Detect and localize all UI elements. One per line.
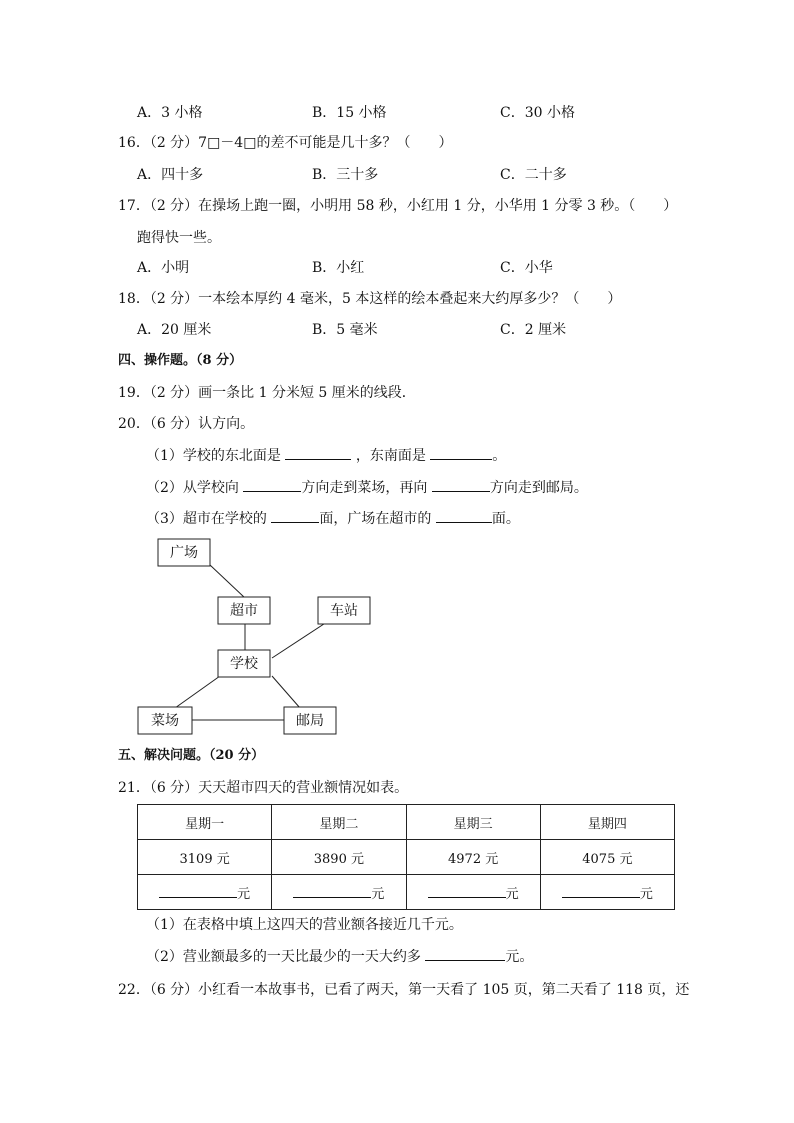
q20-p1-text-c: 。 <box>492 448 507 464</box>
q21-stem: 21．（6 分）天天超市四天的营业额情况如表。 <box>118 780 409 796</box>
answer-cell <box>138 875 272 910</box>
value-cell: 4972 元 <box>406 840 540 875</box>
q17-option-b: B．小红 <box>312 260 365 276</box>
q20-p1-text-b: ，东南面是 <box>355 448 426 464</box>
label-youju: 邮局 <box>296 713 324 729</box>
table-row <box>138 805 675 840</box>
q20-p2-text-c: 方向走到邮局。 <box>489 480 588 496</box>
q17-stem-continued: 跑得快一些。 <box>137 230 221 246</box>
q16-stem: 16．（2 分）7□－4□的差不可能是几十多？（ ） <box>118 135 453 151</box>
sales-table <box>137 804 675 910</box>
unit-label: 元 <box>371 886 385 902</box>
label-caichang: 菜场 <box>151 713 179 729</box>
q20-p3-text-b: 面，广场在超市的 <box>319 511 432 527</box>
edge-xuexiao-youju <box>272 676 300 708</box>
answer-blank[interactable] <box>159 883 237 898</box>
q21-p2-blank[interactable] <box>425 946 505 961</box>
header-cell: 星期二 <box>272 805 406 840</box>
q20-p2-text-a: （2）从学校向 <box>146 480 239 496</box>
answer-blank[interactable] <box>428 883 506 898</box>
q17-option-c: C．小华 <box>500 260 553 276</box>
q18-option-c: C．2 厘米 <box>500 322 567 338</box>
table-row <box>138 840 675 875</box>
q15-option-a: A．3 小格 <box>137 105 203 121</box>
q22-stem: 22．（6 分）小红看一本故事书，已看了两天，第一天看了 105 页，第二天看了 118 页，还 <box>118 982 690 998</box>
edge-guangchang-chaoshi <box>210 565 245 598</box>
value-cell: 4075 元 <box>540 840 674 875</box>
edge-xuexiao-caichang <box>175 676 220 708</box>
table-row <box>138 875 675 910</box>
q18-stem: 18．（2 分）一本绘本厚约 4 毫米，5 本这样的绘本叠起来大约厚多少？（ ） <box>118 291 622 307</box>
q16-option-b: B．三十多 <box>312 167 379 183</box>
edge-xuexiao-chezhan <box>272 620 330 658</box>
answer-cell <box>540 875 674 910</box>
q20-p3-text-c: 面。 <box>491 511 520 527</box>
unit-label: 元 <box>237 886 251 902</box>
q16-option-c: C．二十多 <box>500 167 567 183</box>
unit-label: 元 <box>505 886 519 902</box>
q17-option-a: A．小明 <box>137 260 190 276</box>
answer-cell <box>272 875 406 910</box>
section-4-heading: 四、操作题。（8 分） <box>118 353 243 368</box>
q15-option-b: B．15 小格 <box>312 105 387 121</box>
q16-option-a: A．四十多 <box>137 167 204 183</box>
value-cell: 3109 元 <box>138 840 272 875</box>
q20-p1-text-a: （1）学校的东北面是 <box>146 448 281 464</box>
label-guangchang: 广场 <box>170 545 198 561</box>
section-5-heading: 五、解决问题。（20 分） <box>118 748 265 763</box>
answer-blank[interactable] <box>293 883 371 898</box>
q20-p3-text-a: （3）超市在学校的 <box>146 511 267 527</box>
q21-part-2 <box>146 946 533 967</box>
header-cell: 星期四 <box>540 805 674 840</box>
q15-option-c: C．30 小格 <box>500 105 575 121</box>
value-cell: 3890 元 <box>272 840 406 875</box>
header-cell: 星期一 <box>138 805 272 840</box>
unit-label: 元 <box>639 886 653 902</box>
header-cell: 星期三 <box>406 805 540 840</box>
q20-p2-text-b: 方向走到菜场，再向 <box>301 480 428 496</box>
answer-blank[interactable] <box>562 883 640 898</box>
label-chaoshi: 超市 <box>230 603 258 619</box>
q21-p2-text-a: （2）营业额最多的一天比最少的一天大约多 <box>146 949 421 965</box>
q18-option-a: A．20 厘米 <box>137 322 212 338</box>
q21-p2-text-b: 元。 <box>505 949 534 965</box>
label-chezhan: 车站 <box>330 603 358 619</box>
q19-stem: 19．（2 分）画一条比 1 分米短 5 厘米的线段． <box>118 385 416 401</box>
q17-stem: 17．（2 分）在操场上跑一圈，小明用 58 秒，小红用 1 分，小华用 1 分零 3 秒。（ ） <box>118 198 678 214</box>
answer-cell <box>406 875 540 910</box>
q20-stem: 20．（6 分）认方向。 <box>118 416 255 432</box>
q21-part-1: （1）在表格中填上这四天的营业额各接近几千元。 <box>146 917 463 933</box>
q18-option-b: B．5 毫米 <box>312 322 378 338</box>
label-xuexiao: 学校 <box>230 656 258 672</box>
